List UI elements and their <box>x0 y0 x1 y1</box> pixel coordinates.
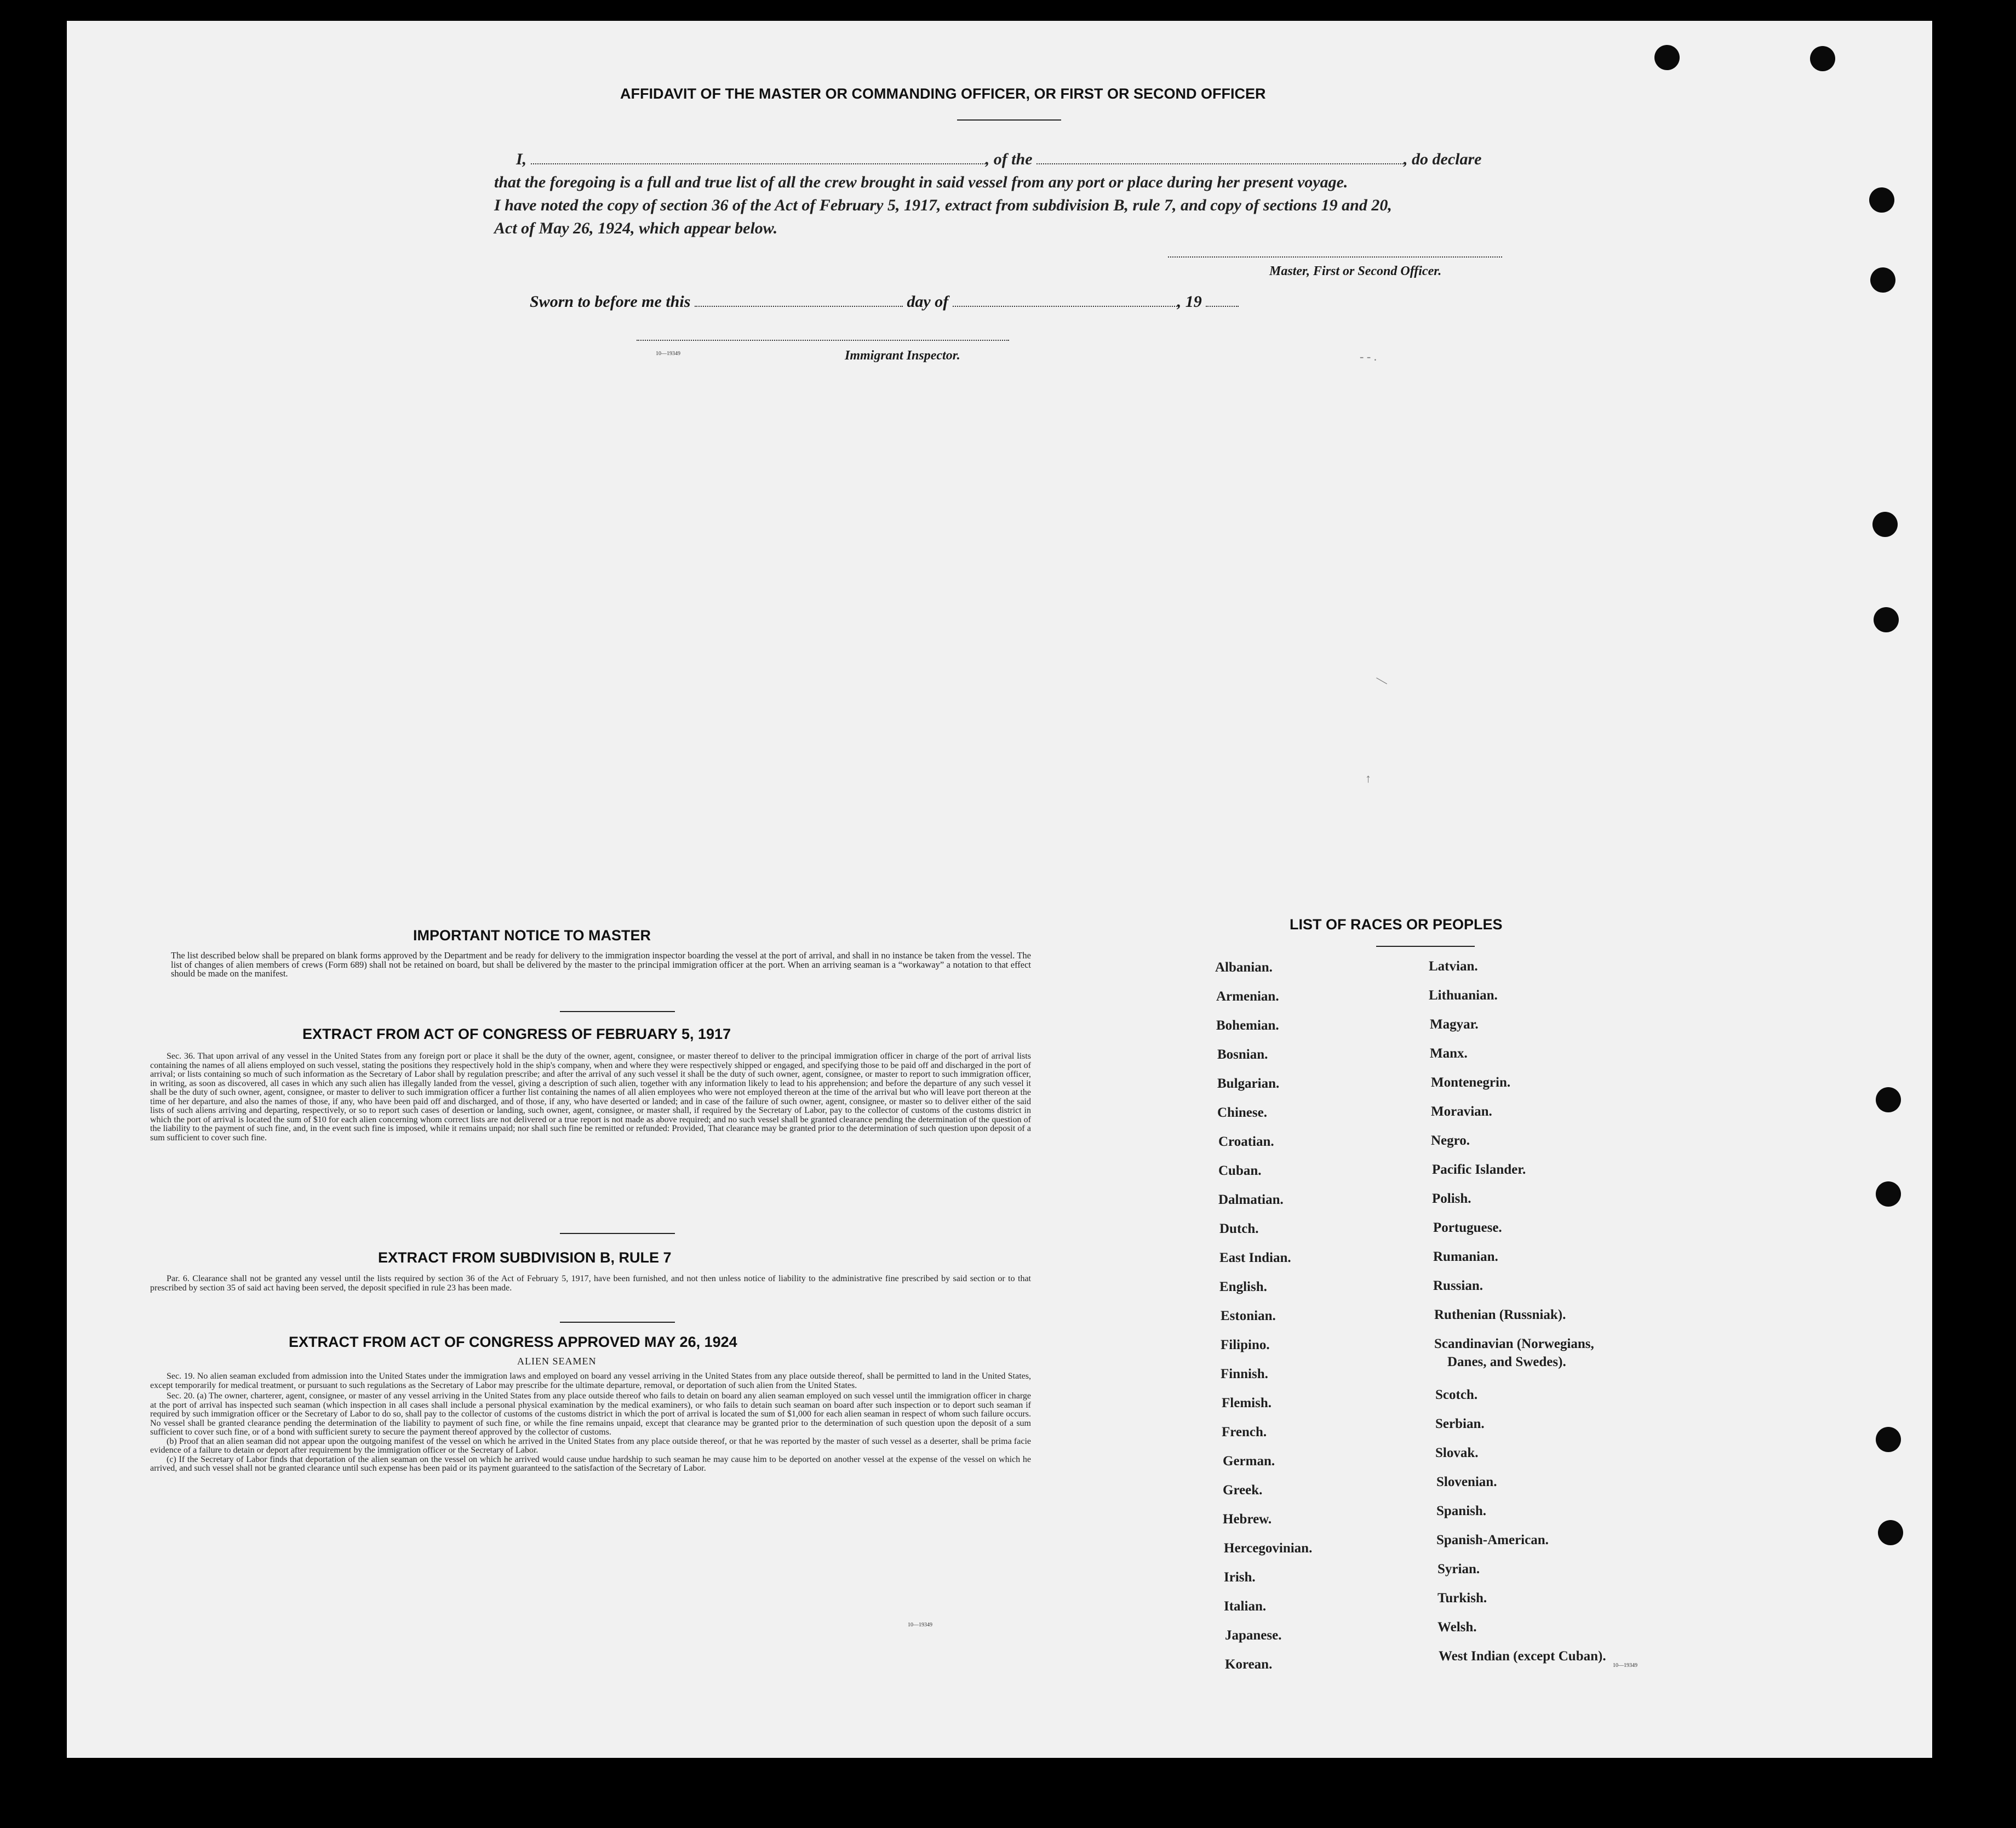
race-item: Negro. <box>1431 1133 1470 1148</box>
sec-20c-text: (c) If the Secretary of Labor finds that deportation of the alien seaman on the vessel on which he arrived would cause undue hardship to such seaman he may cause him to be deported on another vessel at the expense of the vessel on which he arrived, and such vessel shall not be granted clearance until such expense has been paid or its payment guaranteed to the satisfaction of the Secretary of Labor. <box>150 1454 1031 1473</box>
race-item: Irish. <box>1224 1570 1256 1585</box>
divider <box>560 1011 675 1012</box>
sworn-month-field[interactable] <box>953 306 1177 307</box>
race-item: Cuban. <box>1218 1163 1262 1178</box>
race-item: Scotch. <box>1435 1387 1478 1402</box>
notice-title: IMPORTANT NOTICE TO MASTER <box>413 927 651 944</box>
race-item: Welsh. <box>1437 1620 1477 1635</box>
extract-form-number: 10—19349 <box>908 1622 932 1628</box>
race-item: Armenian. <box>1216 989 1279 1004</box>
divider <box>560 1233 675 1234</box>
punch-hole <box>1870 267 1895 293</box>
race-item: Estonian. <box>1221 1309 1276 1323</box>
affidavit-declaration <box>494 148 1590 240</box>
sworn-label: Sworn to before me this <box>530 293 691 311</box>
master-signature-field[interactable] <box>1168 256 1502 258</box>
race-item: Chinese. <box>1217 1105 1267 1120</box>
day-of-label: day of <box>907 293 949 311</box>
affidavit-of-the-label: , of the <box>985 150 1033 168</box>
extract-1924-body <box>150 1372 1031 1473</box>
race-item: Hebrew. <box>1223 1512 1272 1527</box>
punch-hole <box>1876 1087 1901 1112</box>
race-item: Polish. <box>1432 1191 1471 1206</box>
rule7-text: Par. 6. Clearance shall not be granted any vessel until the lists required by section 36 of the Act of February 5, 1917, have been furnished, and not then unless notice of liability to the administrative fine prescribed by said section or to that prescribed by section 35 of said act having been served, the deposit specified in rule 23 has been made. <box>150 1274 1031 1293</box>
alien-seamen-subtitle: ALIEN SEAMEN <box>517 1356 597 1367</box>
extract-1917-text: Sec. 36. That upon arrival of any vessel in the United States from any foreign port or place it shall be the duty of the owner, agent, consignee, or master thereof to deliver to the principal immigration officer in charge of the port of arrival lists containing the names of all aliens employed on such vessel, stating the positions they respectively hold in the ship's company, when and where they were respectively shipped or engaged, and specifying those to be paid off and discharged in the port of arrival; or lists containing so much of such information as the Secretary of Labor shall by regulation prescribe; and after the arrival of any such vessel it shall be the duty of such owner, agent, consignee, or master to report to such immigration officer, in writing, as soon as discovered, all cases in which any such alien has illegally landed from the vessel, giving a description of such alien, together with any information likely to lead to his apprehension; and before the departure of any such vessel it shall be the duty of such owner, agent, consignee, or master to deliver to such immigration officer a further list containing the names of all alien employees who were not employed thereon at the time of the arrival but who will leave port thereon at the time of her departure, and also the names of those, if any, who have been paid off and discharged, and of those, if any, who have deserted or landed; and in case of the failure of such owner, agent, consignee, or master so to deliver either of the said lists of such aliens arriving and departing, respectively, or so to report such cases of desertion or landing, such owner, agent, consignee, or master shall, if required by the Secretary of Labor, pay to the collector of customs of the customs district in which the port of arrival is located the sum of $10 for each alien concerning whom correct lists are not delivered or a true report is not made as above required; and no such vessel shall be granted clearance pending the determination of the question of the liability to the payment of such fine, and, in the event such fine is imposed, while it remains unpaid; nor shall such fine be remitted or refunded: Provided, That clearance may be granted prior to the determination of such question upon deposit of a sum sufficient to cover such fine. <box>150 1052 1031 1142</box>
race-item: Moravian. <box>1431 1104 1492 1119</box>
race-item: Korean. <box>1225 1657 1273 1672</box>
sworn-year-field[interactable] <box>1206 306 1239 307</box>
affidavit-title: AFFIDAVIT OF THE MASTER OR COMMANDING OFFICER, OR FIRST OR SECOND OFFICER <box>620 85 1266 102</box>
punch-hole <box>1872 512 1898 537</box>
race-item: Croatian. <box>1218 1134 1274 1149</box>
race-item: Lithuanian. <box>1429 988 1498 1003</box>
race-item: Latvian. <box>1429 959 1478 974</box>
race-item: Portuguese. <box>1433 1220 1502 1235</box>
divider <box>1376 946 1475 947</box>
race-item: Scandinavian (Norwegians, <box>1434 1336 1594 1351</box>
race-item: Montenegrin. <box>1431 1075 1511 1090</box>
document-page <box>67 21 1932 1758</box>
race-item: Spanish. <box>1436 1504 1487 1518</box>
scan-mark: - - . <box>1360 350 1377 363</box>
race-item: Italian. <box>1224 1599 1267 1614</box>
notice-text: The list described below shall be prepared on blank forms approved by the Department and be ready for delivery to the immigration inspector boarding the vessel at the port of arrival, and shall in no instance be taken from the vessel. The list of changes of alien members of crews (Form 689) shall not be retained on board, but shall be delivered by the master to the principal immigration officer at the port. When an arriving seaman is a “workaway” a notation to that effect should be made on the manifest. <box>171 950 1031 979</box>
race-item: Filipino. <box>1221 1338 1270 1352</box>
race-item: Danes, and Swedes). <box>1447 1355 1566 1369</box>
race-item: English. <box>1219 1279 1267 1294</box>
race-item: Slovak. <box>1435 1446 1479 1460</box>
scan-mark: — <box>1373 671 1391 689</box>
race-item: Japanese. <box>1225 1628 1282 1643</box>
race-item: Syrian. <box>1437 1562 1480 1576</box>
race-item: Albanian. <box>1215 960 1273 975</box>
sec-19-text: Sec. 19. No alien seaman excluded from admission into the United States under the immigration laws and employed on board any vessel arriving in the United States from any place outside thereof, shall be permitted to land in the United States, except temporarily for medical treatment, or pursuant to such regulations as the Secretary of Labor may prescribe for the ultimate departure, removal, or deportation of such alien from the United States. <box>150 1372 1031 1390</box>
master-name-field[interactable] <box>531 163 986 164</box>
inspector-signature-field[interactable] <box>637 340 1009 341</box>
race-item: Greek. <box>1223 1483 1263 1498</box>
punch-hole <box>1654 45 1680 70</box>
race-item: Dutch. <box>1219 1221 1259 1236</box>
extract-1924-title: EXTRACT FROM ACT OF CONGRESS APPROVED MAY 26, 1924 <box>289 1334 737 1350</box>
extract-1917-title: EXTRACT FROM ACT OF CONGRESS OF FEBRUARY 5, 1917 <box>302 1026 731 1042</box>
vessel-name-field[interactable] <box>1036 163 1404 164</box>
affidavit-line-2: that the foregoing is a full and true list of all the crew brought in said vessel from any port or place during her present voyage. <box>494 173 1348 191</box>
race-item: German. <box>1223 1454 1275 1469</box>
sworn-day-field[interactable] <box>695 306 903 307</box>
race-item: Hercegovinian. <box>1224 1541 1313 1556</box>
affidavit-form-number: 10—19349 <box>656 351 680 357</box>
race-item: Bulgarian. <box>1217 1076 1280 1091</box>
year-prefix-label: , 19 <box>1177 293 1202 311</box>
race-item: Pacific Islander. <box>1432 1162 1526 1177</box>
punch-hole <box>1876 1427 1901 1452</box>
sec-20b-text: (b) Proof that an alien seaman did not appear upon the outgoing manifest of the vessel on which he arrived in the United States from any place outside thereof, or that he was reported by the master of such vessel as a deserter, shall be prima facie evidence of a failure to detain or deport after requirement by the immigration officer or the Secretary of Labor. <box>150 1436 1031 1455</box>
race-item: Ruthenian (Russniak). <box>1434 1307 1566 1322</box>
race-item: Serbian. <box>1435 1416 1485 1431</box>
sec-20a-text: Sec. 20. (a) The owner, charterer, agent, consignee, or master of any vessel arriving in the United States from any place outside thereof who fails to detain on board any alien seaman employed on such vessel until the immigration officer in charge at the port of arrival has inspected such seaman (which inspection in all cases shall include a personal physical examination by the medical examiners), or who fails to detain such seaman on board after such inspection or to deport such seaman if required by such immigration officer or the Secretary of Labor to do so, shall pay to the collector of customs of the customs district in which the port of arrival is located the sum of $1,000 for each alien seaman in respect of whom such failure occurs. No vessel shall be granted clearance pending the determination of the liability to payment of such fine, or while the fine remains unpaid, except that clearance may be granted prior to the determination of such question upon the deposit of a sum sufficient to cover such fine, or of a bond with sufficient surety to secure the payment thereof approved by the collector of customs. <box>150 1391 1031 1437</box>
race-item: Magyar. <box>1430 1017 1479 1032</box>
sworn-line <box>530 293 1239 311</box>
races-title: LIST OF RACES OR PEOPLES <box>1290 916 1503 933</box>
punch-hole <box>1876 1181 1901 1207</box>
race-item: Russian. <box>1433 1278 1484 1293</box>
race-item: Finnish. <box>1221 1367 1268 1381</box>
rule7-title: EXTRACT FROM SUBDIVISION B, RULE 7 <box>378 1249 672 1266</box>
race-item: French. <box>1222 1425 1267 1439</box>
affidavit-line-3: I have noted the copy of section 36 of the Act of February 5, 1917, extract from subdivision B, rule 7, and copy of sections 19 and 20, <box>494 196 1392 214</box>
races-form-number: 10—19349 <box>1613 1663 1637 1669</box>
punch-hole <box>1878 1520 1903 1545</box>
divider <box>560 1322 675 1323</box>
affidavit-line-4: Act of May 26, 1924, which appear below. <box>494 219 778 237</box>
race-item: Slovenian. <box>1436 1475 1497 1489</box>
race-item: West Indian (except Cuban). <box>1439 1649 1606 1664</box>
divider <box>957 119 1061 121</box>
inspector-label: Immigrant Inspector. <box>845 349 960 363</box>
race-item: Turkish. <box>1437 1591 1487 1606</box>
scan-mark: ↑ <box>1365 772 1371 785</box>
race-item: Spanish-American. <box>1436 1533 1549 1547</box>
signature-label: Master, First or Second Officer. <box>1269 264 1442 278</box>
punch-hole <box>1874 607 1899 632</box>
race-item: Dalmatian. <box>1218 1192 1284 1207</box>
affidavit-i-label: I, <box>516 150 527 168</box>
punch-hole <box>1869 187 1894 213</box>
race-item: East Indian. <box>1219 1250 1291 1265</box>
race-item: Rumanian. <box>1433 1249 1498 1264</box>
race-item: Bohemian. <box>1216 1018 1279 1033</box>
race-item: Manx. <box>1430 1046 1468 1061</box>
affidavit-declare-label: , do declare <box>1404 150 1482 168</box>
punch-hole <box>1810 46 1835 71</box>
race-item: Flemish. <box>1222 1396 1272 1410</box>
race-item: Bosnian. <box>1217 1047 1268 1062</box>
